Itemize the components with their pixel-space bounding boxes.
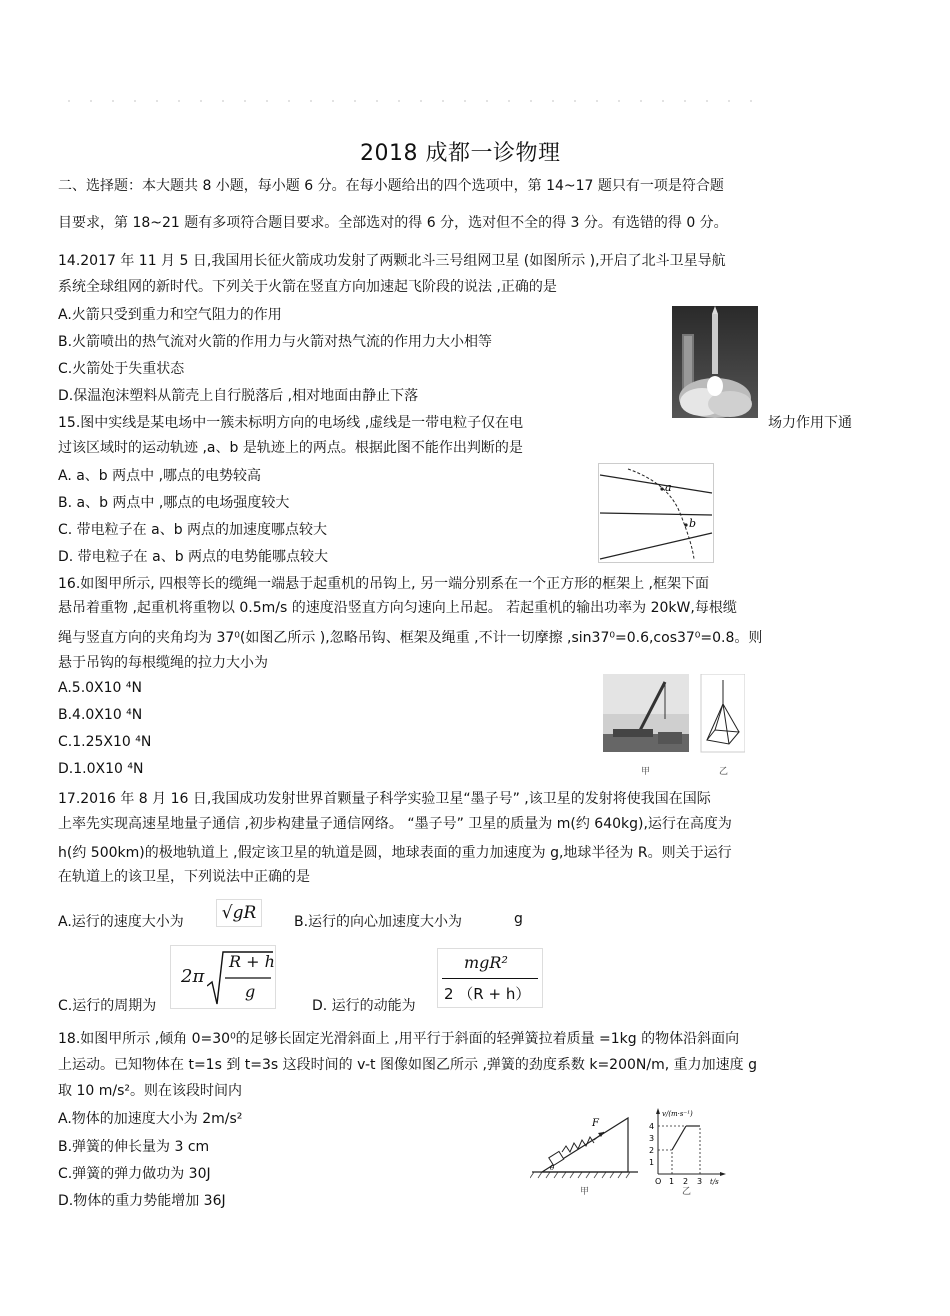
q15-stem-line2: 过该区域时的运动轨迹 ,a、b 是轨迹上的两点。根据此图不能作出判断的是 xyxy=(58,440,523,456)
q18-stem-line2: 上运动。已知物体在 t=1s 到 t=3s 这段时间的 v-t 图像如图乙所示 ,弹簧的劲度系数 k=200N/m, 重力加速度 g xyxy=(58,1057,757,1073)
q18-option-d: D.物体的重力势能增加 36J xyxy=(58,1193,226,1209)
section-intro-line2: 目要求，第 18~21 题有多项符合题目要求。全部选对的得 6 分，选对但不全的得 3 分。有选错的得 0 分。 xyxy=(58,215,728,231)
q17-option-b-value: g xyxy=(514,911,523,927)
q16-stem-line3: 绳与竖直方向的夹角均为 37⁰(如图乙所示 ),忽略吊钩、框架及绳重 ,不计一切摩擦 ,sin37⁰=0.6,cos37⁰=0.8。则 xyxy=(58,630,763,646)
incline-spring-figure xyxy=(530,1110,640,1200)
q16-option-c: C.1.25X10 ⁴N xyxy=(58,734,152,750)
q16-option-b: B.4.0X10 ⁴N xyxy=(58,707,143,723)
q18-stem-line3: 取 10 m/s²。则在该段时间内 xyxy=(58,1083,242,1099)
v-tick-label: 2 xyxy=(649,1146,655,1155)
two-pi: 2π xyxy=(181,966,205,987)
q16-option-a: A.5.0X10 ⁴N xyxy=(58,680,142,696)
q16-stem-line4: 悬于吊钩的每根缆绳的拉力大小为 xyxy=(58,655,268,671)
section-intro-line1: 二、选择题：本大题共 8 小题，每小题 6 分。在每小题给出的四个选项中，第 14~17 题只有一项是符合题 xyxy=(58,178,724,194)
figure-jia-label: 甲 xyxy=(580,1187,590,1197)
q14-option-c: C.火箭处于失重状态 xyxy=(58,361,185,377)
q15-option-d: D. 带电粒子在 a、b 两点的电势能哪点较大 xyxy=(58,549,329,565)
q18-option-a: A.物体的加速度大小为 2m/s² xyxy=(58,1111,243,1127)
q14-option-a: A.火箭只受到重力和空气阻力的作用 xyxy=(58,307,282,323)
q16-stem-line1: 16.如图甲所示, 四根等长的缆绳一端悬于起重机的吊钩上, 另一端分别系在一个正方形的框架上 ,框架下面 xyxy=(58,576,709,592)
t-tick-label: 3 xyxy=(697,1177,703,1186)
period-numerator: R + h xyxy=(229,952,275,971)
q16-option-d: D.1.0X10 ⁴N xyxy=(58,761,144,777)
theta-label: θ xyxy=(550,1164,555,1172)
q17-option-a-label: A.运行的速度大小为 xyxy=(58,914,184,930)
q14-option-d: D.保温泡沫塑料从箭壳上自行脱落后 ,相对地面由静止下落 xyxy=(58,388,419,404)
q15-option-b: B. a、b 两点中 ,哪点的电场强度较大 xyxy=(58,495,290,511)
v-tick-label: 3 xyxy=(649,1134,655,1143)
t-tick-label: 2 xyxy=(683,1177,689,1186)
q18-option-c: C.弹簧的弹力做功为 30J xyxy=(58,1166,211,1182)
v-axis-label: v/(m·s⁻¹) xyxy=(662,1110,693,1118)
q15-stem-line1a: 15.图中实线是某电场中一簇未标明方向的电场线 ,虚线是一带电粒子仅在电 xyxy=(58,415,524,431)
q17-option-c-label: C.运行的周期为 xyxy=(58,998,157,1014)
v-tick-label: 1 xyxy=(649,1158,655,1167)
v-tick-label: 4 xyxy=(649,1122,655,1131)
kinetic-numerator: mgR² xyxy=(464,953,508,972)
figure-jia-label: 甲 xyxy=(641,767,651,777)
q17-option-b-label: B.运行的向心加速度大小为 xyxy=(294,914,463,930)
q17-stem-line3: h(约 500km)的极地轨道上 ,假定该卫星的轨道是圆，地球表面的重力加速度为 g,地球半径为 R。则关于运行 xyxy=(58,845,732,861)
top-dotted-border xyxy=(58,96,758,106)
q17-option-c-formula xyxy=(170,945,276,1009)
kinetic-denominator: 2 （R + h） xyxy=(444,985,531,1003)
t-tick-label: O xyxy=(655,1177,662,1186)
q17-option-a-formula xyxy=(216,899,262,927)
period-denominator: g xyxy=(245,982,256,1001)
q17-option-d-label: D. 运行的动能为 xyxy=(312,998,416,1014)
electric-field-diagram xyxy=(598,463,714,563)
rocket-launch-photo xyxy=(672,306,758,418)
q14-stem-line2: 系统全球组网的新时代。下列关于火箭在竖直方向加速起飞阶段的说法 ,正确的是 xyxy=(58,279,557,295)
q18-option-b: B.弹簧的伸长量为 3 cm xyxy=(58,1139,210,1155)
q17-option-d-formula xyxy=(437,948,543,1008)
q17-stem-line2: 上率先实现高速星地量子通信 ,初步构建量子通信网络。 “墨子号” 卫星的质量为 m(约 640kg),运行在高度为 xyxy=(58,816,732,832)
q17-stem-line1: 17.2016 年 8 月 16 日,我国成功发射世界首颗量子科学实验卫星“墨子号” ,该卫星的发射将使我国在国际 xyxy=(58,791,711,807)
q14-option-b: B.火箭喷出的热气流对火箭的作用力与火箭对热气流的作用力大小相等 xyxy=(58,334,493,350)
figure-yi-label: 乙 xyxy=(719,767,729,777)
point-a-label: a xyxy=(665,481,672,494)
q15-stem-line1b: 场力作用下通 xyxy=(768,415,852,431)
figure-yi-label: 乙 xyxy=(682,1187,692,1196)
q15-option-c: C. 带电粒子在 a、b 两点的加速度哪点较大 xyxy=(58,522,328,538)
force-F-label: F xyxy=(592,1118,599,1129)
q15-option-a: A. a、b 两点中 ,哪点的电势较高 xyxy=(58,468,262,484)
q14-stem-line1: 14.2017 年 11 月 5 日,我国用长征火箭成功发射了两颗北斗三号组网卫星 (如图所示 ),开启了北斗卫星导航 xyxy=(58,253,726,269)
page-title: 2018 成都一诊物理 xyxy=(360,141,561,166)
fraction-bar xyxy=(442,978,538,979)
point-b-label: b xyxy=(689,517,697,530)
q16-stem-line2: 悬吊着重物 ,起重机将重物以 0.5m/s 的速度沿竖直方向匀速向上吊起。 若起重机的输出功率为 20kW,每根缆 xyxy=(58,600,737,616)
vt-graph-figure xyxy=(644,1104,728,1196)
t-axis-label: t/s xyxy=(710,1178,719,1186)
crane-figure xyxy=(603,674,745,780)
q17-stem-line4: 在轨道上的该卫星，下列说法中正确的是 xyxy=(58,869,310,885)
t-tick-label: 1 xyxy=(669,1177,675,1186)
sqrt-gr-formula: √gR xyxy=(221,903,257,923)
q18-stem-line1: 18.如图甲所示 ,倾角 0=30⁰的足够长固定光滑斜面上 ,用平行于斜面的轻弹簧拉着质量 =1kg 的物体沿斜面向 xyxy=(58,1031,740,1047)
